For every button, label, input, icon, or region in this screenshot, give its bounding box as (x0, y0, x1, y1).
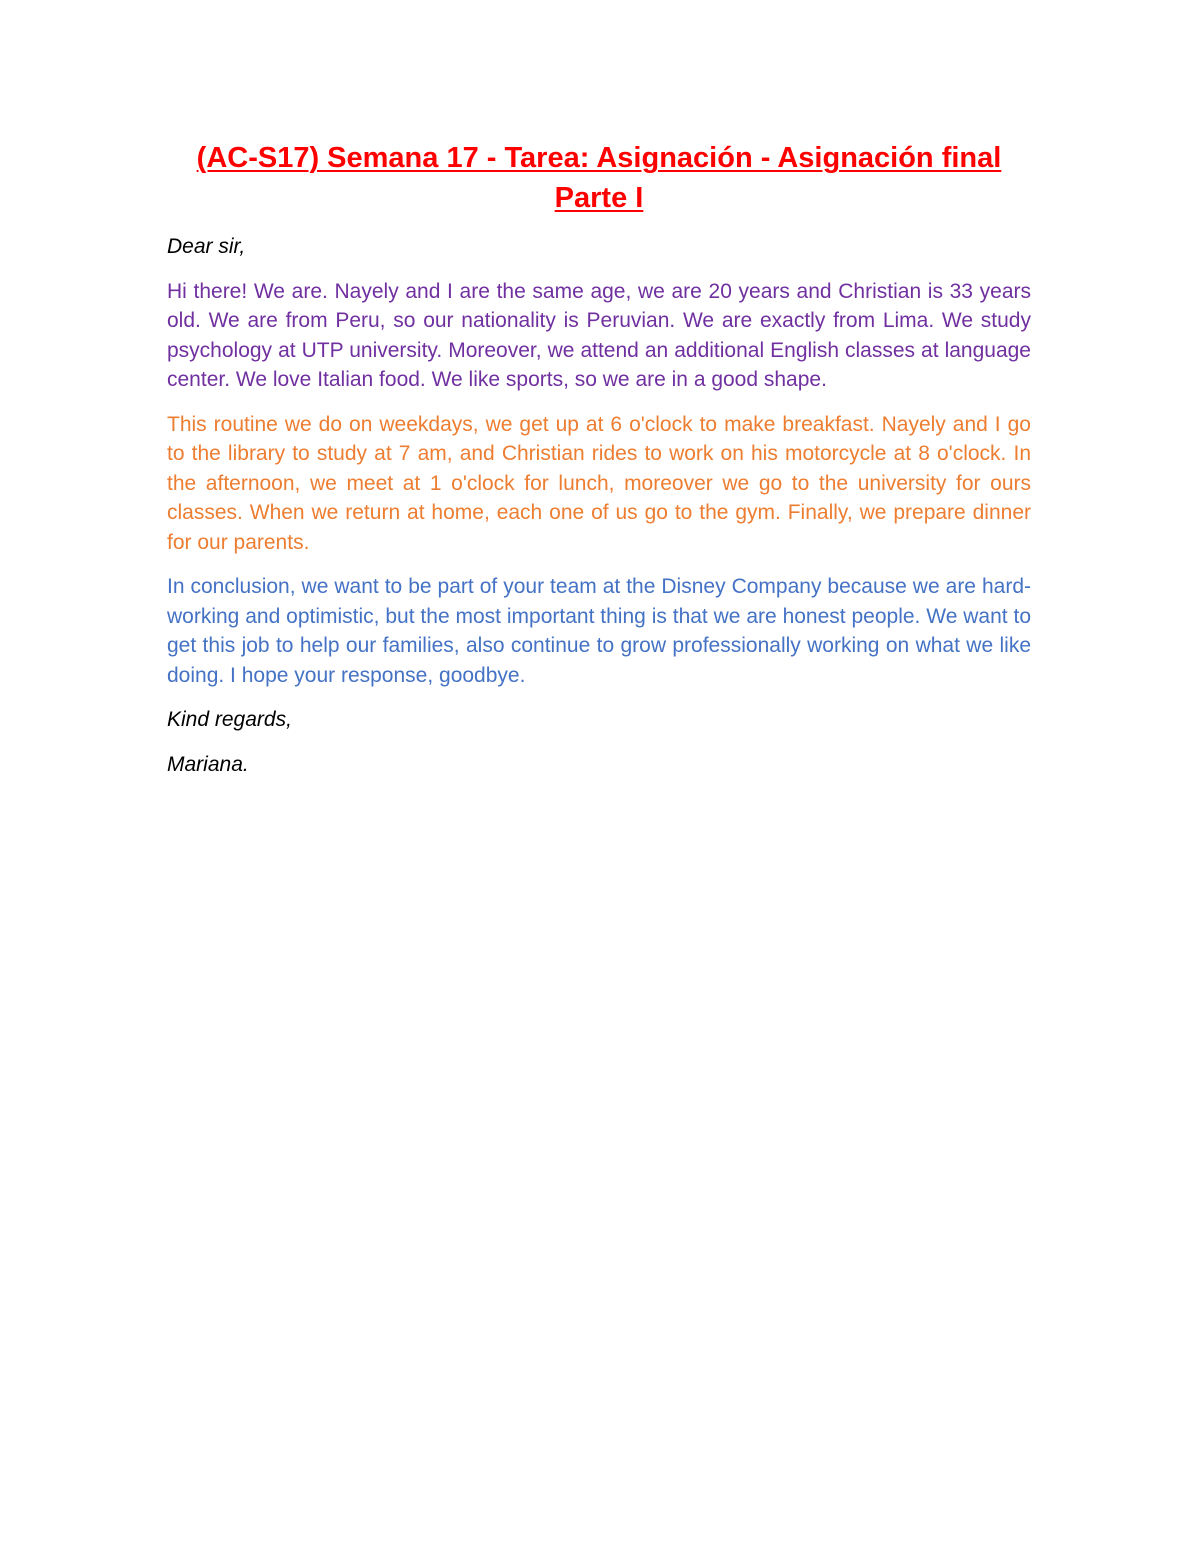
paragraph-conclusion: In conclusion, we want to be part of your team at the Disney Company because we are hard-working and optimistic, but the most important thing is that we are honest people. We want to get this job to help our families, also continue to grow professionally working on what we like doing. I hope your response, goodbye. (167, 575, 1031, 687)
salutation: Dear sir, (167, 235, 246, 258)
closing: Kind regards, (167, 708, 292, 731)
document-content (167, 138, 1031, 779)
signature: Mariana. (167, 752, 249, 776)
document-title: (AC-S17) Semana 17 - Tarea: Asignación - Asignación final Parte I (196, 142, 1002, 214)
paragraph-introduction: Hi there! We are. Nayely and I are the same age, we are 20 years and Christian is 33 years old. We are from Peru, so our nationality is Peruvian. We are exactly from Lima. We study psychology at UTP university. Moreover, we attend an additional English classes at language center. We love Italian food. We like sports, so we are in a good shape. (167, 279, 1031, 391)
paragraph-routine: This routine we do on weekdays, we get up at 6 o'clock to make breakfast. Nayely and I go to the library to study at 7 am, and Christian rides to work on his motorcycle at 8 o'clock. In the afternoon, we meet at 1 o'clock for lunch, moreover we go to the university for ours classes. When we return at home, each one of us go to the gym. Finally, we prepare dinner for our parents. (167, 412, 1031, 554)
